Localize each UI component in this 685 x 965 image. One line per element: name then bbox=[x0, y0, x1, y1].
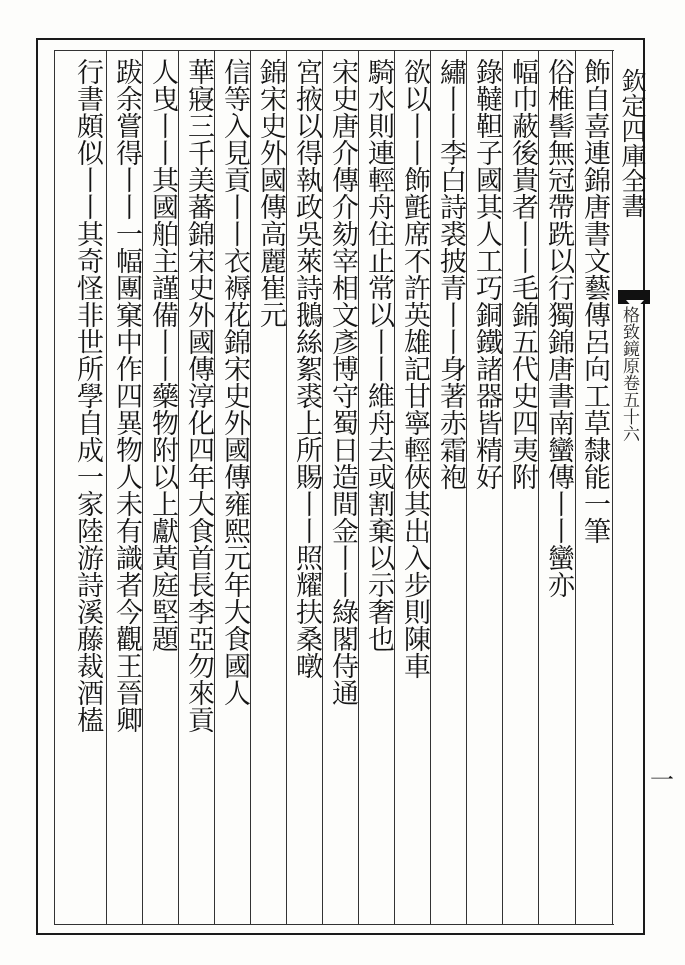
text-column: 信等入見貢丨丨衣褥花錦宋史外國傳雍熙元年大食國人 bbox=[219, 58, 250, 706]
text-column: 繡丨丨李白詩裘披青丨丨身著赤霜袍 bbox=[435, 58, 466, 490]
text-column: 飾自喜連錦唐書文藝傳呂向工草隸能一筆 bbox=[579, 58, 610, 544]
text-column: 跋余嘗得丨丨一幅團窠中作四異物人未有識者今觀王晉卿 bbox=[111, 58, 142, 733]
column-rule bbox=[106, 50, 107, 924]
text-column: 宮掖以得執政吳萊詩鵝絲絮裘上所賜丨丨照耀扶桑暾 bbox=[291, 58, 322, 679]
page-mark: 一 bbox=[650, 766, 674, 794]
section-volume bbox=[614, 306, 644, 442]
text-column: 俗椎髻無冠帶跣以行獨錦唐書南蠻傳丨丨蠻亦 bbox=[543, 58, 574, 598]
volume-number: 卷五十六 bbox=[619, 374, 639, 442]
column-rule bbox=[54, 50, 55, 924]
text-column: 錦宋史外國傳高麗崔元 bbox=[255, 58, 286, 328]
book-title: 欽定四庫全書 bbox=[618, 68, 647, 218]
column-rule bbox=[575, 50, 576, 924]
inner-top-rule bbox=[54, 50, 614, 51]
inner-bottom-rule bbox=[54, 924, 614, 925]
text-column: 行書頗似丨丨其奇怪非世所學自成一家陸游詩溪藤裁酒榼 bbox=[72, 58, 103, 733]
text-column: 人曳丨丨其國舶主謹備丨丨藥物附以上獻黃庭堅題 bbox=[147, 58, 178, 652]
text-column: 宋史唐介傳介劾宰相文彥博守蜀日造間金丨丨綠閣侍通 bbox=[327, 58, 358, 706]
column-rule bbox=[612, 50, 613, 924]
text-column: 幅巾蔽後貴者丨丨毛錦五代史四夷附 bbox=[507, 58, 538, 490]
text-column: 華寢三千美蕃錦宋史外國傳淳化四年大食首長李亞勿來貢 bbox=[183, 58, 214, 733]
text-column: 欲以丨丨飾氈席不許英雄記甘寧輕俠其出入步則陳車 bbox=[399, 58, 430, 679]
text-column: 騎水則連輕舟住止常以丨丨維舟去或割棄以示奢也 bbox=[363, 58, 394, 652]
text-column: 錄韃靼子國其人工巧銅鐵諸器皆精好 bbox=[471, 58, 502, 490]
section-title: 格致鏡原 bbox=[619, 306, 639, 374]
